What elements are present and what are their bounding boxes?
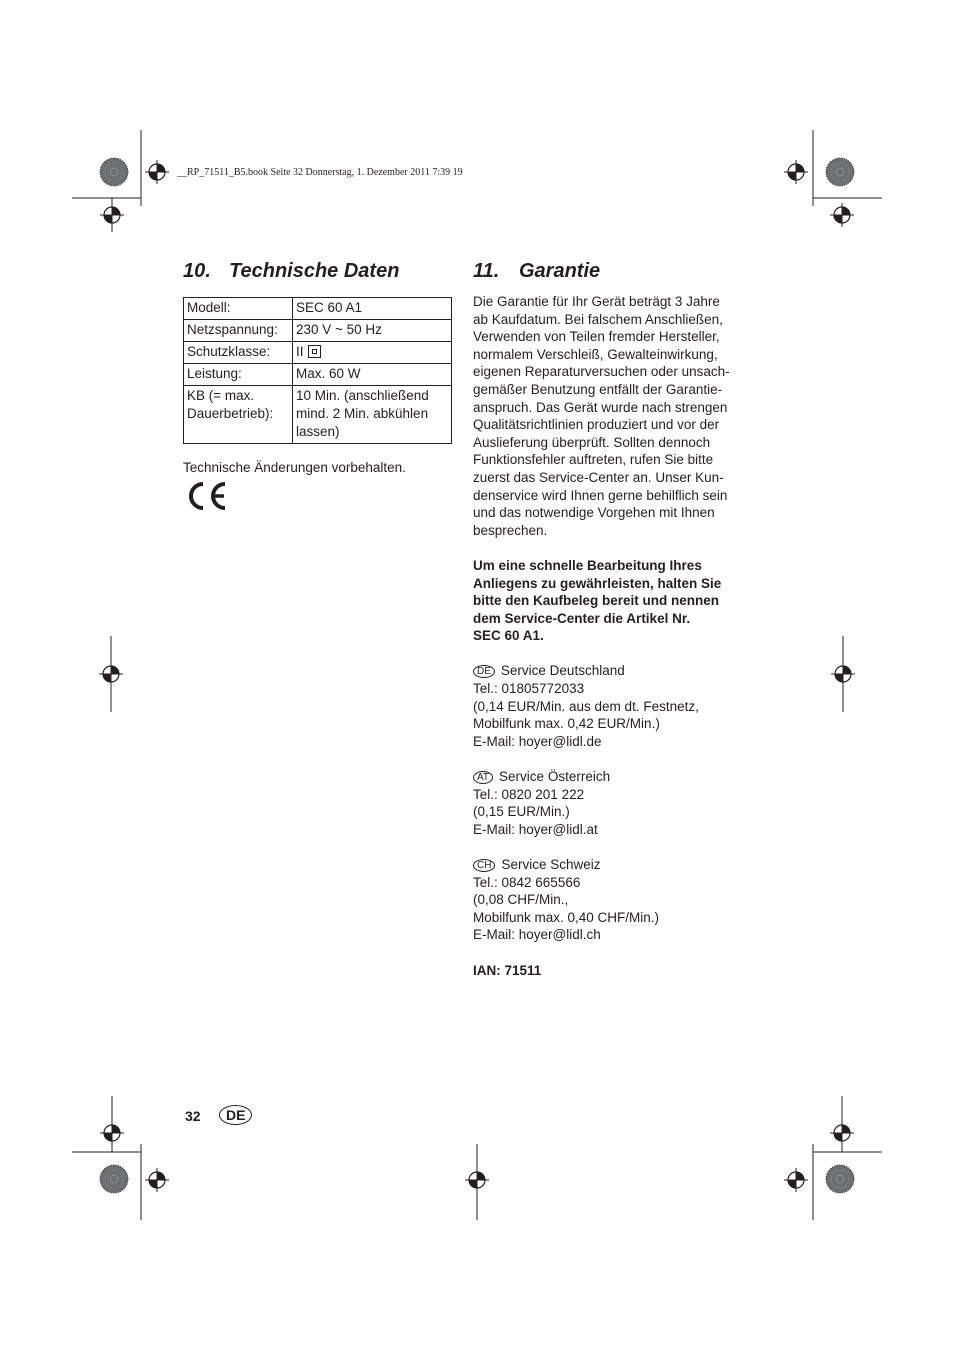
service-block-at	[473, 768, 748, 838]
table-row	[184, 342, 452, 364]
text-line: Tel.: 0820 201 222	[473, 786, 585, 802]
warranty-column	[473, 293, 748, 979]
section-heading-technical-data	[183, 260, 399, 283]
cell-line: KB (= max.	[187, 388, 255, 403]
text-line: gemäßer Benutzung entfällt der Garantie-	[473, 381, 723, 397]
table-cell-key: Leistung:	[184, 364, 293, 386]
table-cell-key	[184, 386, 293, 444]
text-line: Um eine schnelle Bearbeitung Ihres	[473, 557, 702, 573]
table-cell-key: Schutzklasse:	[184, 342, 293, 364]
text-line: Funktionsfehler auftreten, rufen Sie bitte	[473, 452, 714, 468]
text-line: Anliegens zu gewährleisten, halten Sie	[473, 575, 722, 591]
service-name: Service Schweiz	[501, 857, 601, 872]
table-cell-value: SEC 60 A1	[293, 298, 452, 320]
text-line: zuerst das Service-Center an. Unser Kun-	[473, 469, 724, 485]
country-badge-at: AT	[473, 771, 493, 784]
registration-mark-icon	[145, 160, 169, 184]
text-line: Verwenden von Teilen fremder Hersteller,	[473, 329, 720, 345]
service-block-de	[473, 662, 748, 750]
table-row	[184, 320, 452, 342]
table-cell-value: Max. 60 W	[293, 364, 452, 386]
service-block-ch	[473, 856, 748, 944]
technical-data-table	[183, 297, 452, 444]
technical-changes-note: Technische Änderungen vorbehalten.	[183, 460, 406, 475]
registration-mark-icon	[784, 160, 808, 184]
text-line: und das notwendige Vorgehen mit Ihnen	[473, 505, 715, 521]
registration-mark-icon	[830, 203, 854, 227]
text-line: denservice wird Ihnen gerne behilflich sein	[473, 487, 728, 503]
table-cell-value	[293, 342, 452, 364]
ce-mark-icon	[184, 480, 228, 512]
text-line: normalem Verschleiß, Gewalteinwirkung,	[473, 346, 718, 362]
page-number: 32	[185, 1108, 201, 1124]
cell-line: 10 Min. (anschließend	[296, 388, 429, 403]
table-cell-value: 230 V ~ 50 Hz	[293, 320, 452, 342]
star-target-icon	[100, 158, 128, 186]
table-cell-key: Netzspannung:	[184, 320, 293, 342]
star-target-icon	[826, 158, 854, 186]
text-line: (0,14 EUR/Min. aus dem dt. Festnetz,	[473, 698, 699, 714]
text-line: Tel.: 0842 665566	[473, 874, 581, 890]
text-line: dem Service-Center die Artikel Nr.	[473, 610, 691, 626]
section-number: 11.	[473, 260, 500, 282]
table-row	[184, 298, 452, 320]
registration-mark-icon	[99, 662, 123, 686]
registration-mark-icon	[465, 1168, 489, 1192]
text-line: E-Mail: hoyer@lidl.de	[473, 733, 602, 749]
cell-line: Dauerbetrieb):	[187, 406, 274, 421]
text-line: Auslieferung überprüft. Sollten dennoch	[473, 434, 711, 450]
text-line: eigenen Reparaturversuchen oder unsach-	[473, 364, 730, 380]
section-heading-warranty	[473, 260, 600, 283]
table-cell-key: Modell:	[184, 298, 293, 320]
registration-mark-icon	[831, 662, 855, 686]
service-notice	[473, 557, 748, 645]
service-name: Service Deutschland	[500, 663, 625, 679]
text-line: anspruch. Das Gerät wurde nach strengen	[473, 399, 728, 415]
text-line: (0,08 CHF/Min.,	[473, 892, 569, 908]
text-line: ab Kaufdatum. Bei falschem Anschließen,	[473, 311, 723, 327]
table-row	[184, 364, 452, 386]
star-target-icon	[100, 1165, 128, 1193]
text-line: SEC 60 A1.	[473, 628, 544, 644]
text-line: E-Mail: hoyer@lidl.ch	[473, 927, 601, 943]
section-title: Garantie	[519, 260, 601, 282]
cell-line: mind. 2 Min. abkühlen	[296, 406, 429, 421]
table-row	[184, 386, 452, 444]
text-line: E-Mail: hoyer@lidl.at	[473, 821, 598, 837]
protection-class-ii-icon	[308, 345, 321, 358]
registration-mark-icon	[784, 1168, 808, 1192]
text-line: Tel.: 01805772033	[473, 681, 585, 697]
text-line: Mobilfunk max. 0,42 EUR/Min.)	[473, 716, 660, 732]
text-line: Mobilfunk max. 0,40 CHF/Min.)	[473, 909, 660, 925]
star-target-icon	[826, 1165, 854, 1193]
language-badge: DE	[219, 1105, 252, 1125]
text-line: Qualitätsrichtlinien produziert und vor der	[473, 417, 720, 433]
registration-mark-icon	[145, 1168, 169, 1192]
text-line: bitte den Kaufbeleg bereit und nennen	[473, 593, 720, 609]
ian-number: IAN: 71511	[473, 962, 542, 978]
warranty-paragraph	[473, 293, 748, 539]
text-line: (0,15 EUR/Min.)	[473, 804, 570, 820]
section-title: Technische Daten	[229, 260, 400, 282]
text-line: besprechen.	[473, 522, 548, 538]
section-number: 10.	[183, 260, 211, 282]
table-cell-value	[293, 386, 452, 444]
service-name: Service Österreich	[499, 769, 611, 785]
print-slug-header: __RP_71511_B5.book Seite 32 Donnerstag, 1. Dezember 2011 7:39 19	[177, 167, 463, 178]
protection-class-value: II	[296, 344, 304, 359]
country-badge-de: DE	[473, 665, 495, 678]
country-badge-ch: CH	[473, 859, 495, 872]
text-line: Die Garantie für Ihr Gerät beträgt 3 Jahre	[473, 294, 720, 309]
cell-line: lassen)	[296, 424, 340, 439]
